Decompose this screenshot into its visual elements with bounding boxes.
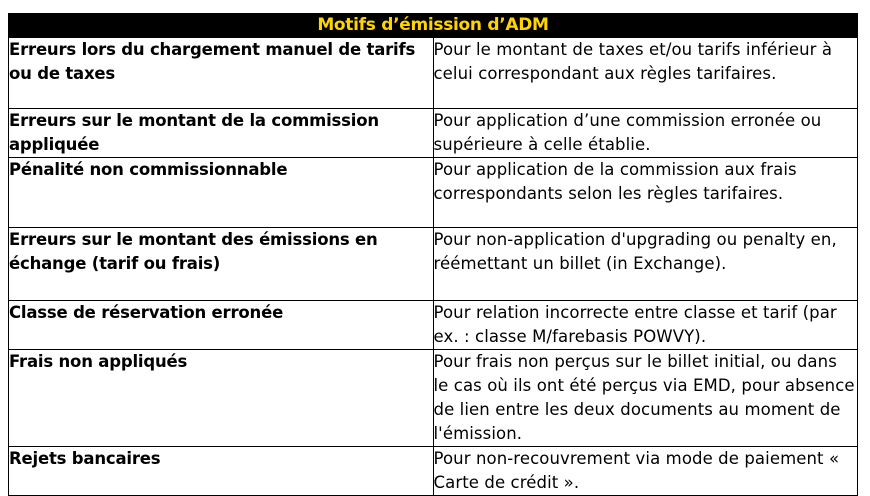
- reason-text: Frais non appliqués: [9, 352, 188, 371]
- description-cell: [433, 447, 858, 496]
- reason-cell: [9, 301, 434, 350]
- description-cell: [433, 158, 858, 228]
- reason-cell: [9, 158, 434, 228]
- reason-cell: [9, 350, 434, 447]
- reason-cell: [9, 109, 434, 158]
- description-text: Pour application de la commission aux frais correspondants selon les règles tarifaires.: [433, 160, 797, 203]
- description-text: Pour le montant de taxes et/ou tarifs inférieur à celui correspondant aux règles tarifaires.: [433, 40, 833, 83]
- description-text: Pour non-recouvrement via mode de paiement « Carte de crédit ».: [433, 449, 840, 492]
- description-cell: [433, 301, 858, 350]
- description-text: Pour relation incorrecte entre classe et tarif (par ex. : classe M/farebasis POWVY).: [433, 303, 837, 346]
- reason-text: Erreurs sur le montant des émissions en échange (tarif ou frais): [9, 230, 378, 273]
- description-cell: [433, 228, 858, 301]
- reason-cell: [9, 228, 434, 301]
- description-cell: [433, 109, 858, 158]
- description-text: Pour non-application d'upgrading ou penalty en, réémettant un billet (in Exchange).: [433, 230, 837, 273]
- description-text: Pour frais non perçus sur le billet initial, ou dans le cas où ils ont été perçus via EMD, pour absence de lien entre les deux documents au moment de l'émission.: [433, 352, 855, 443]
- description-cell: [433, 38, 858, 109]
- table-header-row: [9, 14, 858, 38]
- table-row: [9, 350, 858, 447]
- table-row: [9, 158, 858, 228]
- reason-text: Erreurs sur le montant de la commission appliquée: [9, 111, 379, 154]
- reason-text: Erreurs lors du chargement manuel de tarifs ou de taxes: [9, 40, 416, 83]
- reason-text: Pénalité non commissionnable: [9, 160, 288, 179]
- reason-text: Classe de réservation erronée: [9, 303, 284, 322]
- table-row: [9, 228, 858, 301]
- reason-cell: [9, 38, 434, 109]
- description-cell: [433, 350, 858, 447]
- adm-reasons-table: [8, 13, 858, 496]
- table-row: [9, 447, 858, 496]
- reason-text: Rejets bancaires: [9, 449, 161, 468]
- reason-cell: [9, 447, 434, 496]
- table-title: Motifs d’émission d’ADM: [9, 14, 858, 38]
- table-row: [9, 38, 858, 109]
- table-row: [9, 301, 858, 350]
- description-text: Pour application d’une commission erronée ou supérieure à celle établie.: [433, 111, 822, 154]
- table-row: [9, 109, 858, 158]
